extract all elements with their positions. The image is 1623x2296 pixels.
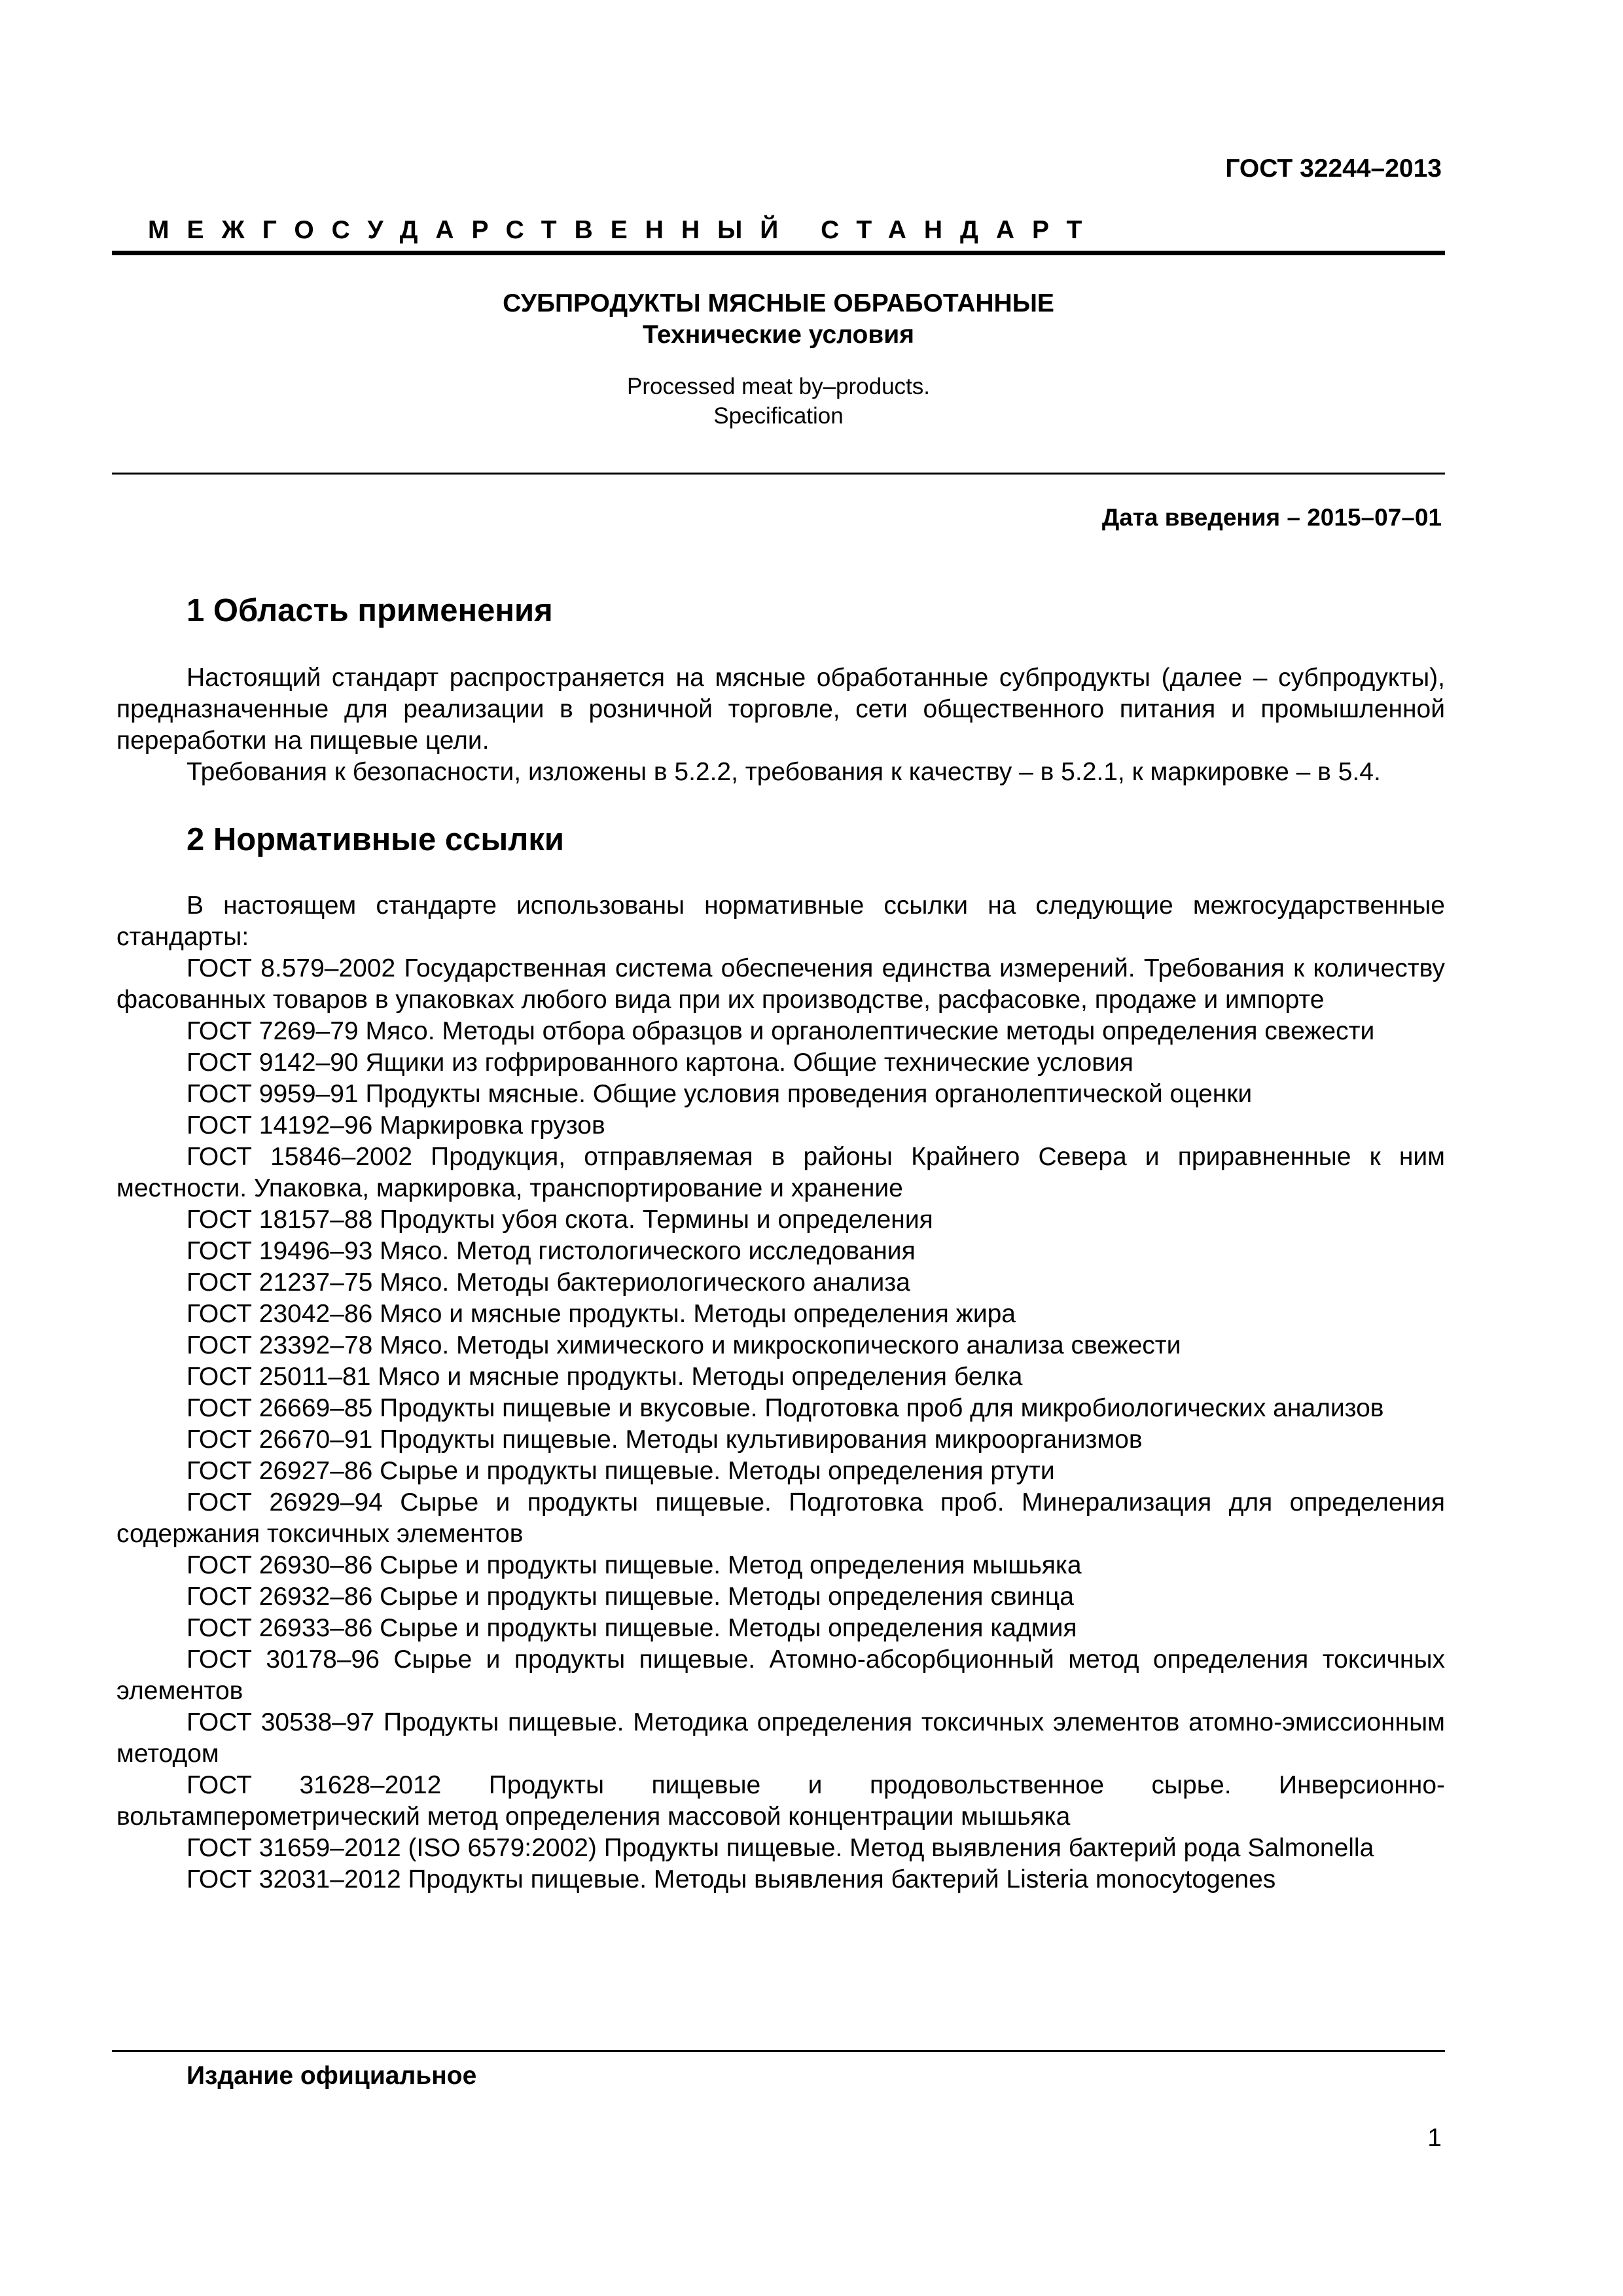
- reference-item: ГОСТ 32031–2012 Продукты пищевые. Методы выявления бактерий Listeria monocytogenes: [187, 1865, 1276, 1893]
- title-en-subline: Specification: [713, 403, 844, 429]
- reference-item: ГОСТ 26669–85 Продукты пищевые и вкусовые. Подготовка проб для микробиологических анализов: [187, 1394, 1384, 1422]
- document-code: ГОСТ 32244–2013: [1225, 154, 1442, 183]
- section-1-heading: 1 Область применения: [187, 593, 553, 628]
- reference-item: ГОСТ 30178–96 Сырье и продукты пищевые. Атомно-абсорбционный метод определения токсичных элементов: [116, 1645, 1445, 1705]
- reference-item: ГОСТ 31659–2012 (ISO 6579:2002) Продукты пищевые. Метод выявления бактерий рода Salmonella: [187, 1834, 1374, 1862]
- section-1-body: [116, 662, 1445, 788]
- reference-item: ГОСТ 21237–75 Мясо. Методы бактериологического анализа: [187, 1268, 910, 1297]
- reference-item: ГОСТ 26670–91 Продукты пищевые. Методы культивирования микроорганизмов: [187, 1426, 1143, 1454]
- title-block: [112, 288, 1445, 431]
- title-rule: [112, 473, 1445, 475]
- reference-item: ГОСТ 23042–86 Мясо и мясные продукты. Методы определения жира: [187, 1300, 1016, 1328]
- reference-item: ГОСТ 26933–86 Сырье и продукты пищевые. Методы определения кадмия: [187, 1614, 1077, 1642]
- section-2-intro: В настоящем стандарте использованы нормативные ссылки на следующие межгосударственные стандарты:: [116, 891, 1445, 951]
- reference-item: ГОСТ 26930–86 Сырье и продукты пищевые. Метод определения мышьяка: [187, 1551, 1082, 1579]
- reference-item: ГОСТ 18157–88 Продукты убоя скота. Термины и определения: [187, 1206, 933, 1234]
- section-1-paragraph: Настоящий стандарт распространяется на мясные обработанные субпродукты (далее – субпродукты), предназначенные для реализации в розничной торговле, сети общественного питания и промышленной переработки на пищевые цели.: [116, 664, 1445, 755]
- header-rule: [112, 251, 1445, 255]
- reference-item: ГОСТ 9142–90 Ящики из гофрированного картона. Общие технические условия: [187, 1049, 1133, 1077]
- document-subtitle: Технические условия: [642, 321, 914, 349]
- interstate-standard-label: МЕЖГОСУДАРСТВЕННЫЙ СТАНДАРТ: [148, 216, 1100, 244]
- document-title: СУБПРОДУКТЫ МЯСНЫЕ ОБРАБОТАННЫЕ: [503, 289, 1054, 317]
- reference-item: ГОСТ 26929–94 Сырье и продукты пищевые. Подготовка проб. Минерализация для определения содержания токсичных элементов: [116, 1488, 1445, 1548]
- reference-item: ГОСТ 25011–81 Мясо и мясные продукты. Методы определения белка: [187, 1363, 1023, 1391]
- reference-item: ГОСТ 23392–78 Мясо. Методы химического и микроскопического анализа свежести: [187, 1331, 1181, 1359]
- reference-item: ГОСТ 30538–97 Продукты пищевые. Методика определения токсичных элементов атомно-эмиссионным методом: [116, 1708, 1445, 1768]
- introduction-date: Дата введения – 2015–07–01: [1101, 504, 1442, 531]
- reference-item: ГОСТ 26932–86 Сырье и продукты пищевые. Методы определения свинца: [187, 1583, 1074, 1611]
- reference-item: ГОСТ 19496–93 Мясо. Метод гистологического исследования: [187, 1237, 916, 1265]
- document-title-en: [112, 372, 1445, 431]
- reference-item: ГОСТ 15846–2002 Продукция, отправляемая в районы Крайнего Севера и приравненные к ним местности. Упаковка, маркировка, транспортирование и хранение: [116, 1143, 1445, 1202]
- section-2-body: [116, 890, 1445, 1895]
- title-en-line: Processed meat by–products.: [626, 374, 930, 399]
- reference-item: ГОСТ 26927–86 Сырье и продукты пищевые. Методы определения ртути: [187, 1457, 1055, 1485]
- reference-item: ГОСТ 9959–91 Продукты мясные. Общие условия проведения органолептической оценки: [187, 1080, 1253, 1108]
- official-edition-label: Издание официальное: [187, 2062, 477, 2090]
- section-2-heading: 2 Нормативные ссылки: [187, 822, 564, 857]
- page-number: 1: [1427, 2124, 1442, 2152]
- section-1-paragraph: Требования к безопасности, изложены в 5.2.2, требования к качеству – в 5.2.1, к маркировке – в 5.4.: [187, 758, 1381, 786]
- footer-rule: [112, 2050, 1445, 2052]
- reference-item: ГОСТ 8.579–2002 Государственная система обеспечения единства измерений. Требования к количеству фасованных товаров в упаковках любого вида при их производстве, расфасовке, продаже и импорте: [116, 954, 1445, 1014]
- reference-item: ГОСТ 14192–96 Маркировка грузов: [187, 1111, 605, 1139]
- reference-item: ГОСТ 7269–79 Мясо. Методы отбора образцов и органолептические методы определения свежести: [187, 1017, 1375, 1045]
- reference-item: ГОСТ 31628–2012 Продукты пищевые и продовольственное сырье. Инверсионно-вольтамперометрический метод определения массовой концентрации мышьяка: [116, 1771, 1445, 1831]
